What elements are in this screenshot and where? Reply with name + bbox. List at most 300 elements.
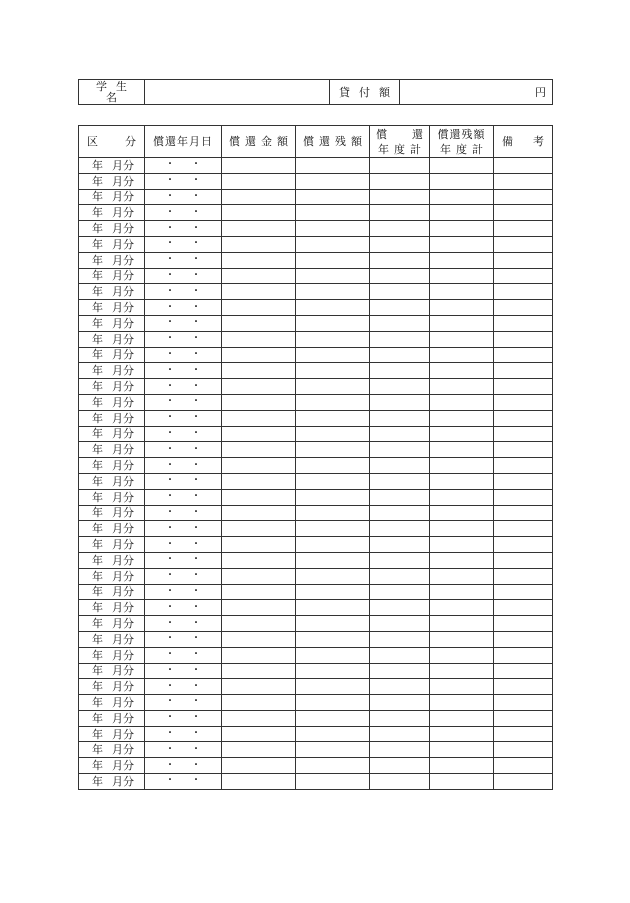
repay-year-total-cell[interactable] — [370, 710, 430, 726]
period-cell — [79, 458, 145, 474]
repay-date-cell[interactable]: ・・ — [145, 552, 222, 568]
period-cell — [79, 300, 145, 316]
remarks-cell[interactable] — [494, 221, 553, 237]
remain-year-total-cell[interactable] — [430, 726, 494, 742]
period-cell — [79, 710, 145, 726]
repay-date-cell[interactable]: ・・ — [145, 236, 222, 252]
header-remarks-b: 考 — [533, 135, 544, 148]
repay-year-total-cell[interactable] — [370, 363, 430, 379]
repay-date-cell[interactable]: ・・ — [145, 221, 222, 237]
remaining-cell[interactable] — [296, 347, 370, 363]
remain-year-total-cell[interactable] — [430, 616, 494, 632]
yen-unit: 円 — [535, 85, 546, 99]
year-label: 年 — [92, 553, 103, 567]
period-cell — [79, 158, 145, 174]
remarks-cell[interactable] — [494, 521, 553, 537]
remarks-cell[interactable] — [494, 616, 553, 632]
repay-amount-cell[interactable] — [222, 284, 296, 300]
remaining-cell[interactable] — [296, 189, 370, 205]
year-label: 年 — [92, 206, 103, 220]
remaining-cell[interactable] — [296, 600, 370, 616]
repay-date-cell[interactable]: ・・ — [145, 521, 222, 537]
remaining-cell[interactable] — [296, 552, 370, 568]
month-label: 月分 — [112, 774, 134, 788]
repay-year-total-cell[interactable] — [370, 173, 430, 189]
remain-year-total-cell[interactable] — [430, 363, 494, 379]
repay-year-total-cell[interactable] — [370, 331, 430, 347]
repay-amount-cell[interactable] — [222, 726, 296, 742]
year-label: 年 — [92, 332, 103, 346]
remain-year-total-cell[interactable] — [430, 537, 494, 553]
repay-amount-cell[interactable] — [222, 552, 296, 568]
repay-amount-cell[interactable] — [222, 489, 296, 505]
remain-year-total-cell[interactable] — [430, 236, 494, 252]
repay-amount-cell[interactable] — [222, 363, 296, 379]
repay-date-cell[interactable]: ・・ — [145, 394, 222, 410]
remarks-cell[interactable] — [494, 189, 553, 205]
header-repay-year-total — [370, 126, 430, 158]
remarks-cell[interactable] — [494, 173, 553, 189]
repay-amount-cell[interactable] — [222, 158, 296, 174]
period-cell — [79, 426, 145, 442]
header-kubun — [79, 126, 145, 158]
repay-date-cell[interactable]: ・・ — [145, 647, 222, 663]
repay-amount-cell[interactable] — [222, 742, 296, 758]
remarks-cell[interactable] — [494, 158, 553, 174]
remaining-cell[interactable] — [296, 458, 370, 474]
repay-amount-cell[interactable] — [222, 426, 296, 442]
repay-amount-cell[interactable] — [222, 458, 296, 474]
remaining-cell[interactable] — [296, 710, 370, 726]
repay-amount-cell[interactable] — [222, 679, 296, 695]
remarks-cell[interactable] — [494, 347, 553, 363]
period-cell — [79, 173, 145, 189]
repay-amount-cell[interactable] — [222, 221, 296, 237]
repay-year-total-cell[interactable] — [370, 458, 430, 474]
remaining-cell[interactable] — [296, 173, 370, 189]
remaining-cell[interactable] — [296, 663, 370, 679]
repay-date-cell[interactable]: ・・ — [145, 742, 222, 758]
repay-date-cell[interactable]: ・・ — [145, 363, 222, 379]
remaining-cell[interactable] — [296, 521, 370, 537]
remaining-cell[interactable] — [296, 505, 370, 521]
remain-year-total-cell[interactable] — [430, 379, 494, 395]
repay-date-cell[interactable]: ・・ — [145, 189, 222, 205]
remain-year-total-cell[interactable] — [430, 410, 494, 426]
remaining-cell[interactable] — [296, 616, 370, 632]
header-repay-year-l1: 償 還 — [376, 127, 423, 141]
remarks-cell[interactable] — [494, 205, 553, 221]
remarks-cell[interactable] — [494, 394, 553, 410]
month-label: 月分 — [112, 743, 134, 757]
remain-year-total-cell[interactable] — [430, 600, 494, 616]
remaining-cell[interactable] — [296, 268, 370, 284]
table-row — [79, 489, 553, 505]
repay-year-total-cell[interactable] — [370, 758, 430, 774]
remarks-cell[interactable] — [494, 489, 553, 505]
remaining-cell[interactable] — [296, 537, 370, 553]
month-label: 月分 — [112, 348, 134, 362]
repay-amount-cell[interactable] — [222, 568, 296, 584]
repay-date-cell[interactable]: ・・ — [145, 410, 222, 426]
remaining-cell[interactable] — [296, 647, 370, 663]
repay-amount-cell[interactable] — [222, 600, 296, 616]
remain-year-total-cell[interactable] — [430, 774, 494, 790]
remarks-cell[interactable] — [494, 363, 553, 379]
repay-amount-cell[interactable] — [222, 331, 296, 347]
repay-date-cell[interactable]: ・・ — [145, 568, 222, 584]
repay-year-total-cell[interactable] — [370, 236, 430, 252]
repay-date-cell[interactable]: ・・ — [145, 347, 222, 363]
repay-amount-cell[interactable] — [222, 300, 296, 316]
month-label: 月分 — [112, 411, 134, 425]
remarks-cell[interactable] — [494, 552, 553, 568]
month-label: 月分 — [112, 237, 134, 251]
repay-year-total-cell[interactable] — [370, 584, 430, 600]
month-label: 月分 — [112, 395, 134, 409]
period-cell — [79, 631, 145, 647]
repay-date-cell[interactable]: ・・ — [145, 505, 222, 521]
repay-date-cell[interactable]: ・・ — [145, 489, 222, 505]
remarks-cell[interactable] — [494, 236, 553, 252]
repay-date-cell[interactable]: ・・ — [145, 205, 222, 221]
month-label: 月分 — [112, 553, 134, 567]
repay-year-total-cell[interactable] — [370, 315, 430, 331]
remaining-cell[interactable] — [296, 394, 370, 410]
repay-amount-cell[interactable] — [222, 695, 296, 711]
remain-year-total-cell[interactable] — [430, 347, 494, 363]
remarks-cell[interactable] — [494, 631, 553, 647]
repay-amount-cell[interactable] — [222, 189, 296, 205]
remaining-cell[interactable] — [296, 410, 370, 426]
repay-amount-cell[interactable] — [222, 521, 296, 537]
remarks-cell[interactable] — [494, 710, 553, 726]
repay-year-total-cell[interactable] — [370, 379, 430, 395]
repay-amount-cell[interactable] — [222, 616, 296, 632]
remain-year-total-cell[interactable] — [430, 300, 494, 316]
repay-date-cell[interactable]: ・・ — [145, 679, 222, 695]
remain-year-total-cell[interactable] — [430, 158, 494, 174]
remain-year-total-cell[interactable] — [430, 426, 494, 442]
repay-amount-cell[interactable] — [222, 663, 296, 679]
remaining-cell[interactable] — [296, 568, 370, 584]
year-label: 年 — [92, 158, 103, 172]
remain-year-total-cell[interactable] — [430, 695, 494, 711]
remain-year-total-cell[interactable] — [430, 473, 494, 489]
remain-year-total-cell[interactable] — [430, 268, 494, 284]
repay-year-total-cell[interactable] — [370, 489, 430, 505]
repay-amount-cell[interactable] — [222, 252, 296, 268]
repay-date-cell[interactable]: ・・ — [145, 663, 222, 679]
repay-year-total-cell[interactable] — [370, 679, 430, 695]
repay-date-cell[interactable]: ・・ — [145, 173, 222, 189]
remaining-cell[interactable] — [296, 315, 370, 331]
remain-year-total-cell[interactable] — [430, 631, 494, 647]
repay-date-cell[interactable]: ・・ — [145, 758, 222, 774]
repay-amount-cell[interactable] — [222, 647, 296, 663]
repay-date-cell[interactable]: ・・ — [145, 774, 222, 790]
remarks-cell[interactable] — [494, 695, 553, 711]
period-cell — [79, 758, 145, 774]
remain-year-total-cell[interactable] — [430, 663, 494, 679]
repay-date-cell[interactable]: ・・ — [145, 695, 222, 711]
repay-date-cell[interactable]: ・・ — [145, 600, 222, 616]
remaining-cell[interactable] — [296, 442, 370, 458]
repay-date-cell[interactable]: ・・ — [145, 331, 222, 347]
remain-year-total-cell[interactable] — [430, 458, 494, 474]
repay-year-total-cell[interactable] — [370, 742, 430, 758]
repay-year-total-cell[interactable] — [370, 663, 430, 679]
repay-amount-cell[interactable] — [222, 584, 296, 600]
remaining-cell[interactable] — [296, 584, 370, 600]
repay-year-total-cell[interactable] — [370, 631, 430, 647]
remarks-cell[interactable] — [494, 537, 553, 553]
period-cell — [79, 410, 145, 426]
remarks-cell[interactable] — [494, 568, 553, 584]
repay-year-total-cell[interactable] — [370, 537, 430, 553]
remarks-cell[interactable] — [494, 647, 553, 663]
repay-date-cell[interactable]: ・・ — [145, 379, 222, 395]
remaining-cell[interactable] — [296, 695, 370, 711]
year-label: 年 — [92, 695, 103, 709]
repay-year-total-cell[interactable] — [370, 221, 430, 237]
remaining-cell[interactable] — [296, 489, 370, 505]
repay-year-total-cell[interactable] — [370, 252, 430, 268]
remain-year-total-cell[interactable] — [430, 489, 494, 505]
remain-year-total-cell[interactable] — [430, 584, 494, 600]
header-remain-year-l2: 年度計 — [440, 142, 488, 156]
remain-year-total-cell[interactable] — [430, 189, 494, 205]
repay-amount-cell[interactable] — [222, 631, 296, 647]
student-name-field[interactable] — [145, 80, 330, 105]
remarks-cell[interactable] — [494, 379, 553, 395]
table-row — [79, 710, 553, 726]
loan-amount-field[interactable] — [400, 80, 553, 105]
month-label: 月分 — [112, 601, 134, 615]
repay-date-cell[interactable]: ・・ — [145, 631, 222, 647]
repay-date-cell[interactable]: ・・ — [145, 158, 222, 174]
remain-year-total-cell[interactable] — [430, 394, 494, 410]
table-row — [79, 458, 553, 474]
remain-year-total-cell[interactable] — [430, 315, 494, 331]
repay-year-total-cell[interactable] — [370, 616, 430, 632]
year-label: 年 — [92, 538, 103, 552]
remain-year-total-cell[interactable] — [430, 205, 494, 221]
month-label: 月分 — [112, 301, 134, 315]
repay-amount-cell[interactable] — [222, 347, 296, 363]
period-cell — [79, 552, 145, 568]
repay-amount-cell[interactable] — [222, 473, 296, 489]
repay-date-cell[interactable]: ・・ — [145, 616, 222, 632]
remarks-cell[interactable] — [494, 315, 553, 331]
remarks-cell[interactable] — [494, 679, 553, 695]
repay-amount-cell[interactable] — [222, 173, 296, 189]
table-row — [79, 726, 553, 742]
year-label: 年 — [92, 348, 103, 362]
remain-year-total-cell[interactable] — [430, 521, 494, 537]
table-row — [79, 473, 553, 489]
remain-year-total-cell[interactable] — [430, 252, 494, 268]
remarks-cell[interactable] — [494, 473, 553, 489]
month-label: 月分 — [112, 506, 134, 520]
year-label: 年 — [92, 222, 103, 236]
table-row — [79, 631, 553, 647]
repay-year-total-cell[interactable] — [370, 552, 430, 568]
remarks-cell[interactable] — [494, 774, 553, 790]
repay-year-total-cell[interactable] — [370, 268, 430, 284]
repay-amount-cell[interactable] — [222, 205, 296, 221]
repay-date-cell[interactable]: ・・ — [145, 710, 222, 726]
remain-year-total-cell[interactable] — [430, 331, 494, 347]
remaining-cell[interactable] — [296, 426, 370, 442]
remaining-cell[interactable] — [296, 252, 370, 268]
repay-year-total-cell[interactable] — [370, 300, 430, 316]
repay-date-cell[interactable]: ・・ — [145, 426, 222, 442]
repay-year-total-cell[interactable] — [370, 600, 430, 616]
header-kubun-a: 区 — [87, 135, 98, 148]
repay-date-cell[interactable]: ・・ — [145, 726, 222, 742]
remarks-cell[interactable] — [494, 426, 553, 442]
month-label: 月分 — [112, 443, 134, 457]
repay-date-cell[interactable]: ・・ — [145, 252, 222, 268]
repay-date-cell[interactable]: ・・ — [145, 584, 222, 600]
remaining-cell[interactable] — [296, 221, 370, 237]
repay-date-cell[interactable]: ・・ — [145, 268, 222, 284]
remarks-cell[interactable] — [494, 758, 553, 774]
remaining-cell[interactable] — [296, 774, 370, 790]
remain-year-total-cell[interactable] — [430, 679, 494, 695]
remain-year-total-cell[interactable] — [430, 647, 494, 663]
repay-amount-cell[interactable] — [222, 442, 296, 458]
repay-year-total-cell[interactable] — [370, 695, 430, 711]
repay-year-total-cell[interactable] — [370, 521, 430, 537]
remain-year-total-cell[interactable] — [430, 710, 494, 726]
remain-year-total-cell[interactable] — [430, 221, 494, 237]
remain-year-total-cell[interactable] — [430, 568, 494, 584]
remarks-cell[interactable] — [494, 252, 553, 268]
month-label: 月分 — [112, 222, 134, 236]
repay-amount-cell[interactable] — [222, 315, 296, 331]
remarks-cell[interactable] — [494, 300, 553, 316]
period-cell — [79, 600, 145, 616]
remaining-cell[interactable] — [296, 158, 370, 174]
remaining-cell[interactable] — [296, 363, 370, 379]
remain-year-total-cell[interactable] — [430, 552, 494, 568]
repay-year-total-cell[interactable] — [370, 647, 430, 663]
repay-amount-cell[interactable] — [222, 774, 296, 790]
student-name-label: 学生名 — [79, 80, 145, 105]
period-cell — [79, 442, 145, 458]
repay-year-total-cell[interactable] — [370, 394, 430, 410]
repay-year-total-cell[interactable] — [370, 410, 430, 426]
repay-year-total-cell[interactable] — [370, 284, 430, 300]
remain-year-total-cell[interactable] — [430, 758, 494, 774]
period-cell — [79, 189, 145, 205]
repay-year-total-cell[interactable] — [370, 158, 430, 174]
remaining-cell[interactable] — [296, 205, 370, 221]
month-label: 月分 — [112, 648, 134, 662]
remarks-cell[interactable] — [494, 442, 553, 458]
remarks-cell[interactable] — [494, 584, 553, 600]
remarks-cell[interactable] — [494, 410, 553, 426]
table-row — [79, 189, 553, 205]
repay-date-cell[interactable]: ・・ — [145, 442, 222, 458]
repay-amount-cell[interactable] — [222, 758, 296, 774]
repay-amount-cell[interactable] — [222, 410, 296, 426]
repay-year-total-cell[interactable] — [370, 568, 430, 584]
remaining-cell[interactable] — [296, 236, 370, 252]
year-label: 年 — [92, 395, 103, 409]
remarks-cell[interactable] — [494, 663, 553, 679]
repay-amount-cell[interactable] — [222, 268, 296, 284]
remaining-cell[interactable] — [296, 379, 370, 395]
repay-amount-cell[interactable] — [222, 710, 296, 726]
repay-date-cell[interactable]: ・・ — [145, 537, 222, 553]
remain-year-total-cell[interactable] — [430, 284, 494, 300]
remaining-cell[interactable] — [296, 726, 370, 742]
remain-year-total-cell[interactable] — [430, 442, 494, 458]
remain-year-total-cell[interactable] — [430, 505, 494, 521]
month-label: 月分 — [112, 727, 134, 741]
repay-year-total-cell[interactable] — [370, 205, 430, 221]
remaining-cell[interactable] — [296, 284, 370, 300]
remarks-cell[interactable] — [494, 268, 553, 284]
repay-year-total-cell[interactable] — [370, 774, 430, 790]
remarks-cell[interactable] — [494, 505, 553, 521]
repay-amount-cell[interactable] — [222, 379, 296, 395]
repay-amount-cell[interactable] — [222, 236, 296, 252]
remain-year-total-cell[interactable] — [430, 173, 494, 189]
repay-date-cell[interactable]: ・・ — [145, 473, 222, 489]
remaining-cell[interactable] — [296, 300, 370, 316]
remarks-cell[interactable] — [494, 458, 553, 474]
repay-amount-cell[interactable] — [222, 394, 296, 410]
table-row — [79, 221, 553, 237]
remaining-cell[interactable] — [296, 679, 370, 695]
remaining-cell[interactable] — [296, 473, 370, 489]
remain-year-total-cell[interactable] — [430, 742, 494, 758]
remaining-cell[interactable] — [296, 758, 370, 774]
repay-amount-cell[interactable] — [222, 537, 296, 553]
repay-date-cell[interactable]: ・・ — [145, 300, 222, 316]
period-cell — [79, 774, 145, 790]
period-cell — [79, 252, 145, 268]
remarks-cell[interactable] — [494, 331, 553, 347]
period-cell — [79, 363, 145, 379]
header-repay-date: 償還年月日 — [145, 126, 222, 158]
remarks-cell[interactable] — [494, 742, 553, 758]
repay-date-cell[interactable]: ・・ — [145, 315, 222, 331]
repay-date-cell[interactable]: ・・ — [145, 458, 222, 474]
remaining-cell[interactable] — [296, 742, 370, 758]
remarks-cell[interactable] — [494, 726, 553, 742]
repay-year-total-cell[interactable] — [370, 189, 430, 205]
remarks-cell[interactable] — [494, 284, 553, 300]
repay-year-total-cell[interactable] — [370, 726, 430, 742]
repay-date-cell[interactable]: ・・ — [145, 284, 222, 300]
repay-year-total-cell[interactable] — [370, 473, 430, 489]
table-row — [79, 173, 553, 189]
repay-amount-cell[interactable] — [222, 505, 296, 521]
repay-year-total-cell[interactable] — [370, 347, 430, 363]
year-label: 年 — [92, 490, 103, 504]
repay-year-total-cell[interactable] — [370, 505, 430, 521]
remaining-cell[interactable] — [296, 331, 370, 347]
remaining-cell[interactable] — [296, 631, 370, 647]
repay-year-total-cell[interactable] — [370, 442, 430, 458]
remarks-cell[interactable] — [494, 600, 553, 616]
repay-year-total-cell[interactable] — [370, 426, 430, 442]
